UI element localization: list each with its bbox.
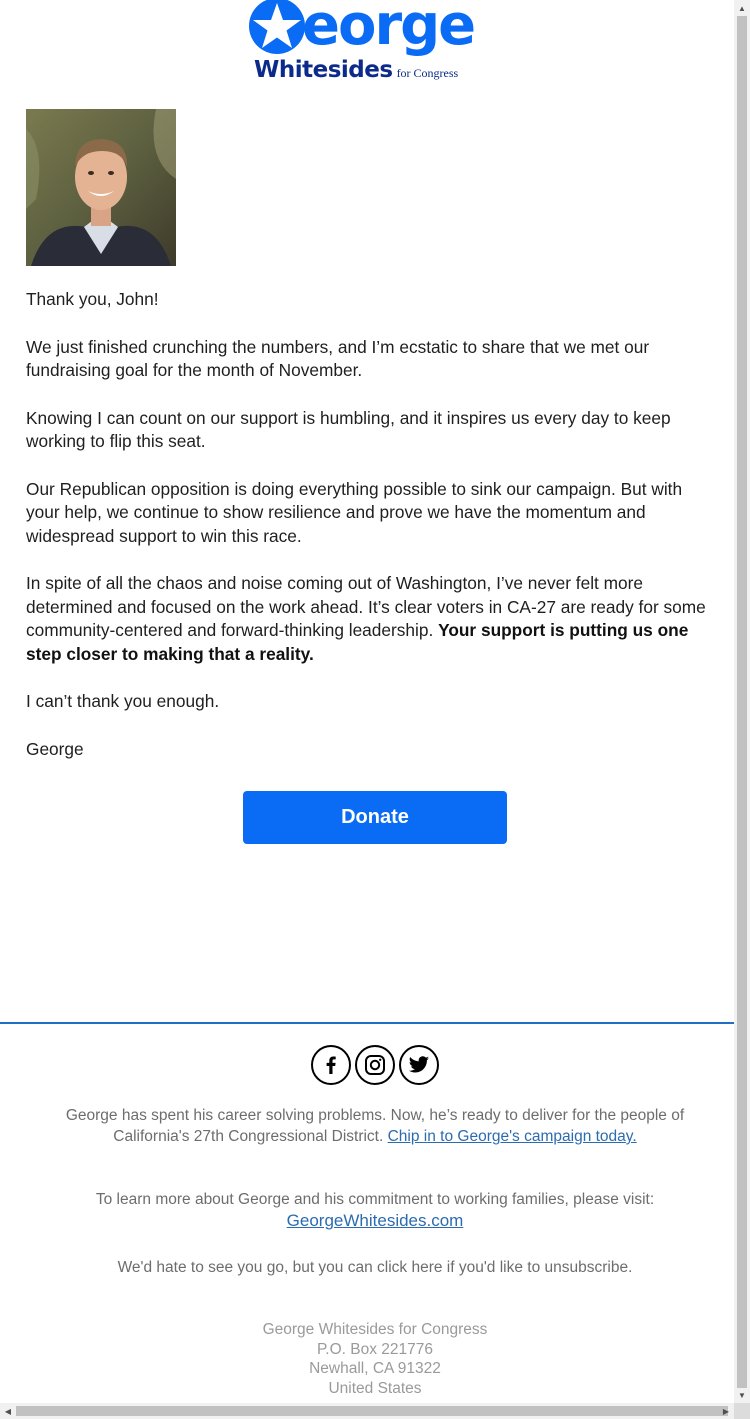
- candidate-photo: [26, 109, 176, 266]
- signature: George: [26, 738, 84, 759]
- facebook-icon[interactable]: [311, 1045, 351, 1085]
- instagram-icon[interactable]: [355, 1045, 395, 1085]
- chip-in-link[interactable]: Chip in to George's campaign today.: [387, 1128, 637, 1145]
- footer-learn-text: To learn more about George and his commitment to working families, please visit:: [95, 1191, 655, 1208]
- campaign-logo[interactable]: [248, 0, 508, 90]
- paragraph-2: Knowing I can count on our support is humbling, and it inspires us every day to keep working to flip this seat.: [26, 407, 671, 451]
- unsubscribe-text[interactable]: We'd hate to see you go, but you can click here if you'd like to unsubscribe.: [117, 1259, 633, 1276]
- paragraph-1: We just finished crunching the numbers, and I’m ecstatic to share that we met our fundraising goal for the month of November.: [26, 336, 650, 380]
- address-city: Newhall, CA 91322: [309, 1360, 441, 1377]
- paragraph-3: Our Republican opposition is doing everything possible to sink our campaign. But with your help, we continue to show resilience and prove we have the momentum and widespread support to win this race.: [26, 478, 683, 546]
- scroll-left-icon[interactable]: ◀: [4, 1406, 12, 1416]
- horizontal-scrollbar[interactable]: [0, 1403, 734, 1419]
- paragraph-5: I can’t thank you enough.: [26, 691, 220, 711]
- logo-tagline: for Congress: [396, 66, 459, 80]
- logo-name: Whitesides: [254, 57, 393, 83]
- letter-body: [26, 288, 716, 785]
- logo-subline: [254, 57, 458, 83]
- footer-learn-more: [60, 1189, 690, 1232]
- footer-about-text: George has spent his career solving problems. Now, he’s ready to deliver for the people of California's 27th Congressional District.: [65, 1107, 685, 1145]
- scrollbar-corner: [734, 1403, 750, 1419]
- website-link[interactable]: GeorgeWhitesides.com: [286, 1211, 464, 1230]
- address-country: United States: [328, 1379, 422, 1397]
- logo-brand: eorge: [302, 0, 475, 58]
- footer-about: [60, 1105, 690, 1147]
- donate-button[interactable]: Donate: [243, 791, 507, 844]
- scroll-up-icon[interactable]: ▲: [738, 3, 746, 13]
- logo-wordmark: [248, 0, 474, 58]
- address-org: George Whitesides for Congress: [262, 1321, 488, 1338]
- address-box: P.O. Box 221776: [316, 1340, 434, 1358]
- greeting: Thank you, John!: [26, 289, 159, 309]
- candidate-portrait-icon: [26, 109, 176, 266]
- star-g-icon: [248, 0, 306, 55]
- paragraph-4-emphasis: Your support is putting us one step closer to making that a reality.: [26, 620, 689, 664]
- social-links: [311, 1045, 439, 1085]
- vertical-scrollbar[interactable]: [734, 0, 750, 1403]
- scroll-down-icon[interactable]: ▼: [738, 1390, 746, 1400]
- paragraph-4-text: In spite of all the chaos and noise coming out of Washington, I’ve never felt more determined and focused on the work ahead. It’s clear voters in CA-27 are ready for some community-centered and forward-thinking leadership.: [26, 573, 706, 640]
- twitter-icon[interactable]: [399, 1045, 439, 1085]
- paragraph-4: [26, 572, 716, 666]
- horizontal-scroll-thumb[interactable]: [16, 1406, 728, 1416]
- scroll-right-icon[interactable]: ▶: [722, 1406, 730, 1416]
- footer-divider: [0, 1022, 734, 1024]
- mailing-address: [60, 1320, 690, 1398]
- vertical-scroll-thumb[interactable]: [737, 16, 747, 1388]
